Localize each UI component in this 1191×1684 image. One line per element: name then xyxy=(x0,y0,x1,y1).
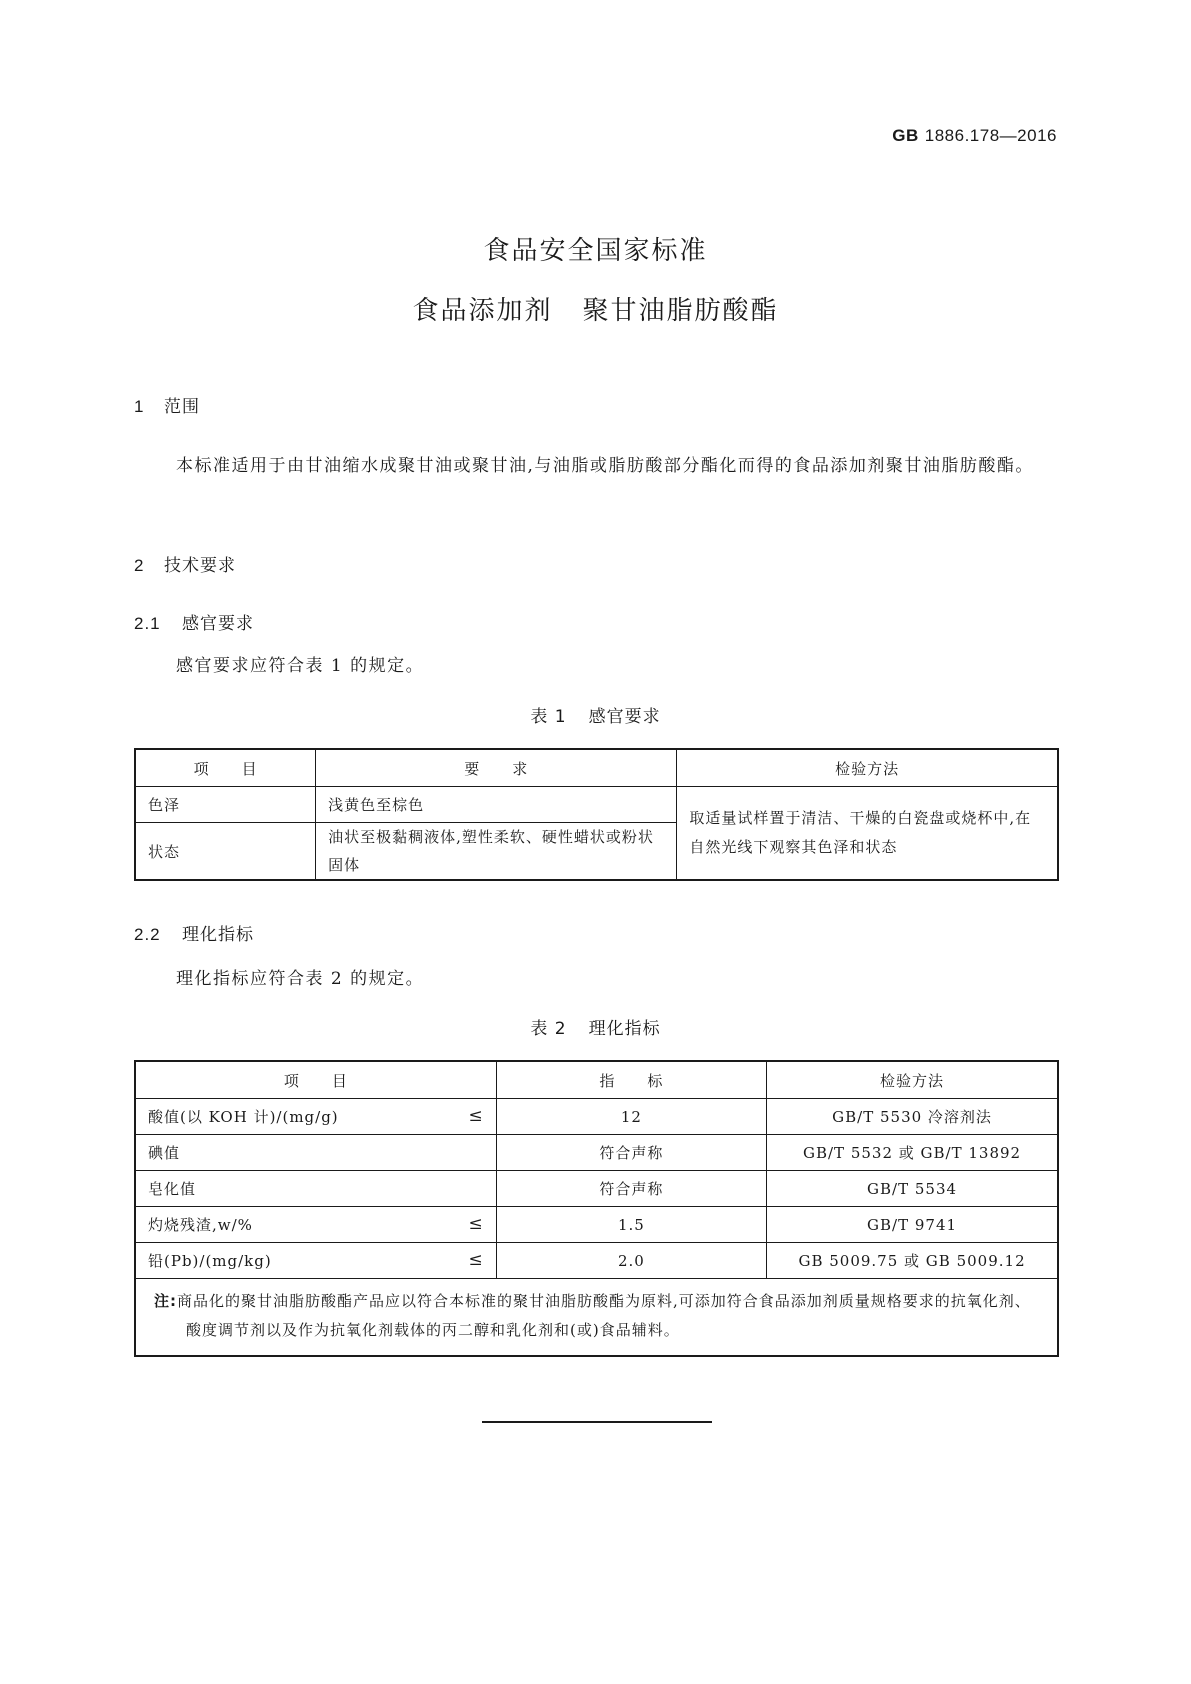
table-2-caption xyxy=(0,1014,1191,1039)
row-item xyxy=(135,1207,496,1243)
section-2-1-heading xyxy=(134,609,254,634)
section-2-2-text: 理化指标应符合表 2 的规定。 xyxy=(176,969,425,989)
section-2-heading xyxy=(134,551,236,576)
table-row xyxy=(135,1243,1058,1279)
item-label: 皂化值 xyxy=(148,1180,197,1198)
row-method: GB/T 5534 xyxy=(767,1171,1058,1207)
section-title: 范围 xyxy=(164,397,200,417)
le-symbol: ≤ xyxy=(468,1214,484,1234)
table-note xyxy=(135,1279,1058,1357)
table-row xyxy=(135,1135,1058,1171)
section-number: 2.2 xyxy=(134,925,161,944)
item-label: 铅(Pb)/(mg/kg) xyxy=(148,1252,272,1270)
document-title-line1: 食品安全国家标准 xyxy=(483,236,708,266)
row-item: 状态 xyxy=(135,823,316,881)
row-requirement: 浅黄色至棕色 xyxy=(316,787,677,823)
row-value: 1.5 xyxy=(496,1207,766,1243)
row-method: GB 5009.75 或 GB 5009.12 xyxy=(767,1243,1058,1279)
section-1-heading xyxy=(134,392,200,417)
header-item: 项 目 xyxy=(135,1061,496,1099)
le-symbol: ≤ xyxy=(468,1106,484,1126)
row-value: 2.0 xyxy=(496,1243,766,1279)
item-label: 灼烧残渣,w/% xyxy=(148,1216,253,1234)
row-item xyxy=(135,1099,496,1135)
row-method: GB/T 9741 xyxy=(767,1207,1058,1243)
caption-number: 表 2 xyxy=(530,1019,567,1039)
standard-prefix: GB xyxy=(892,126,919,145)
table-row xyxy=(135,1207,1058,1243)
section-title: 理化指标 xyxy=(182,925,254,945)
standard-number xyxy=(892,126,1057,146)
row-item xyxy=(135,1135,496,1171)
header-item: 项 目 xyxy=(135,749,316,787)
table-1 xyxy=(134,748,1059,881)
row-item xyxy=(135,1243,496,1279)
note-text: 商品化的聚甘油脂肪酸酯产品应以符合本标准的聚甘油脂肪酸酯为原料,可添加符合食品添加剂质量规格要求的抗氧化剂、酸度调节剂以及作为抗氧化剂载体的丙二醇和乳化剂和(或)食品辅料。 xyxy=(177,1292,1031,1339)
section-number: 2.1 xyxy=(134,614,161,633)
header-requirement: 要 求 xyxy=(316,749,677,787)
header-method: 检验方法 xyxy=(767,1061,1058,1099)
section-2-2-heading xyxy=(134,920,254,945)
caption-number: 表 1 xyxy=(530,707,567,727)
row-value: 12 xyxy=(496,1099,766,1135)
title-category: 食品添加剂 xyxy=(412,296,553,326)
table-2 xyxy=(134,1060,1059,1357)
title-product: 聚甘油脂肪酸酯 xyxy=(582,296,779,326)
row-value: 符合声称 xyxy=(496,1171,766,1207)
header-value: 指 标 xyxy=(496,1061,766,1099)
end-of-document-rule xyxy=(482,1421,712,1423)
section-2-1-text: 感官要求应符合表 1 的规定。 xyxy=(176,656,425,676)
table-header-row xyxy=(135,749,1058,787)
row-item xyxy=(135,1171,496,1207)
section-number: 2 xyxy=(134,556,145,575)
method-cell: 取适量试样置于清洁、干燥的白瓷盘或烧杯中,在自然光线下观察其色泽和状态 xyxy=(677,787,1058,881)
table-row xyxy=(135,787,1058,823)
row-method: GB/T 5532 或 GB/T 13892 xyxy=(767,1135,1058,1171)
table-1-caption xyxy=(0,702,1191,727)
le-symbol: ≤ xyxy=(468,1250,484,1270)
section-number: 1 xyxy=(134,397,145,416)
section-1-text: 本标准适用于由甘油缩水成聚甘油或聚甘油,与油脂或脂肪酸部分酯化而得的食品添加剂聚甘油脂肪酸酯。 xyxy=(176,456,1034,476)
caption-title: 理化指标 xyxy=(588,1019,661,1039)
header-method: 检验方法 xyxy=(677,749,1058,787)
table-row xyxy=(135,1099,1058,1135)
table-row xyxy=(135,1171,1058,1207)
item-label: 酸值(以 KOH 计)/(mg/g) xyxy=(148,1108,339,1126)
row-item: 色泽 xyxy=(135,787,316,823)
row-requirement: 油状至极黏稠液体,塑性柔软、硬性蜡状或粉状固体 xyxy=(316,823,677,881)
row-method: GB/T 5530 冷溶剂法 xyxy=(767,1099,1058,1135)
section-title: 技术要求 xyxy=(164,556,236,576)
section-title: 感官要求 xyxy=(182,614,254,634)
item-label: 碘值 xyxy=(148,1144,181,1162)
table-header-row xyxy=(135,1061,1058,1099)
table-note-row xyxy=(135,1279,1058,1357)
note-label: 注: xyxy=(154,1292,177,1310)
document-title-line2 xyxy=(0,290,1191,327)
row-value: 符合声称 xyxy=(496,1135,766,1171)
standard-code: 1886.178—2016 xyxy=(924,126,1057,145)
caption-title: 感官要求 xyxy=(588,707,661,727)
